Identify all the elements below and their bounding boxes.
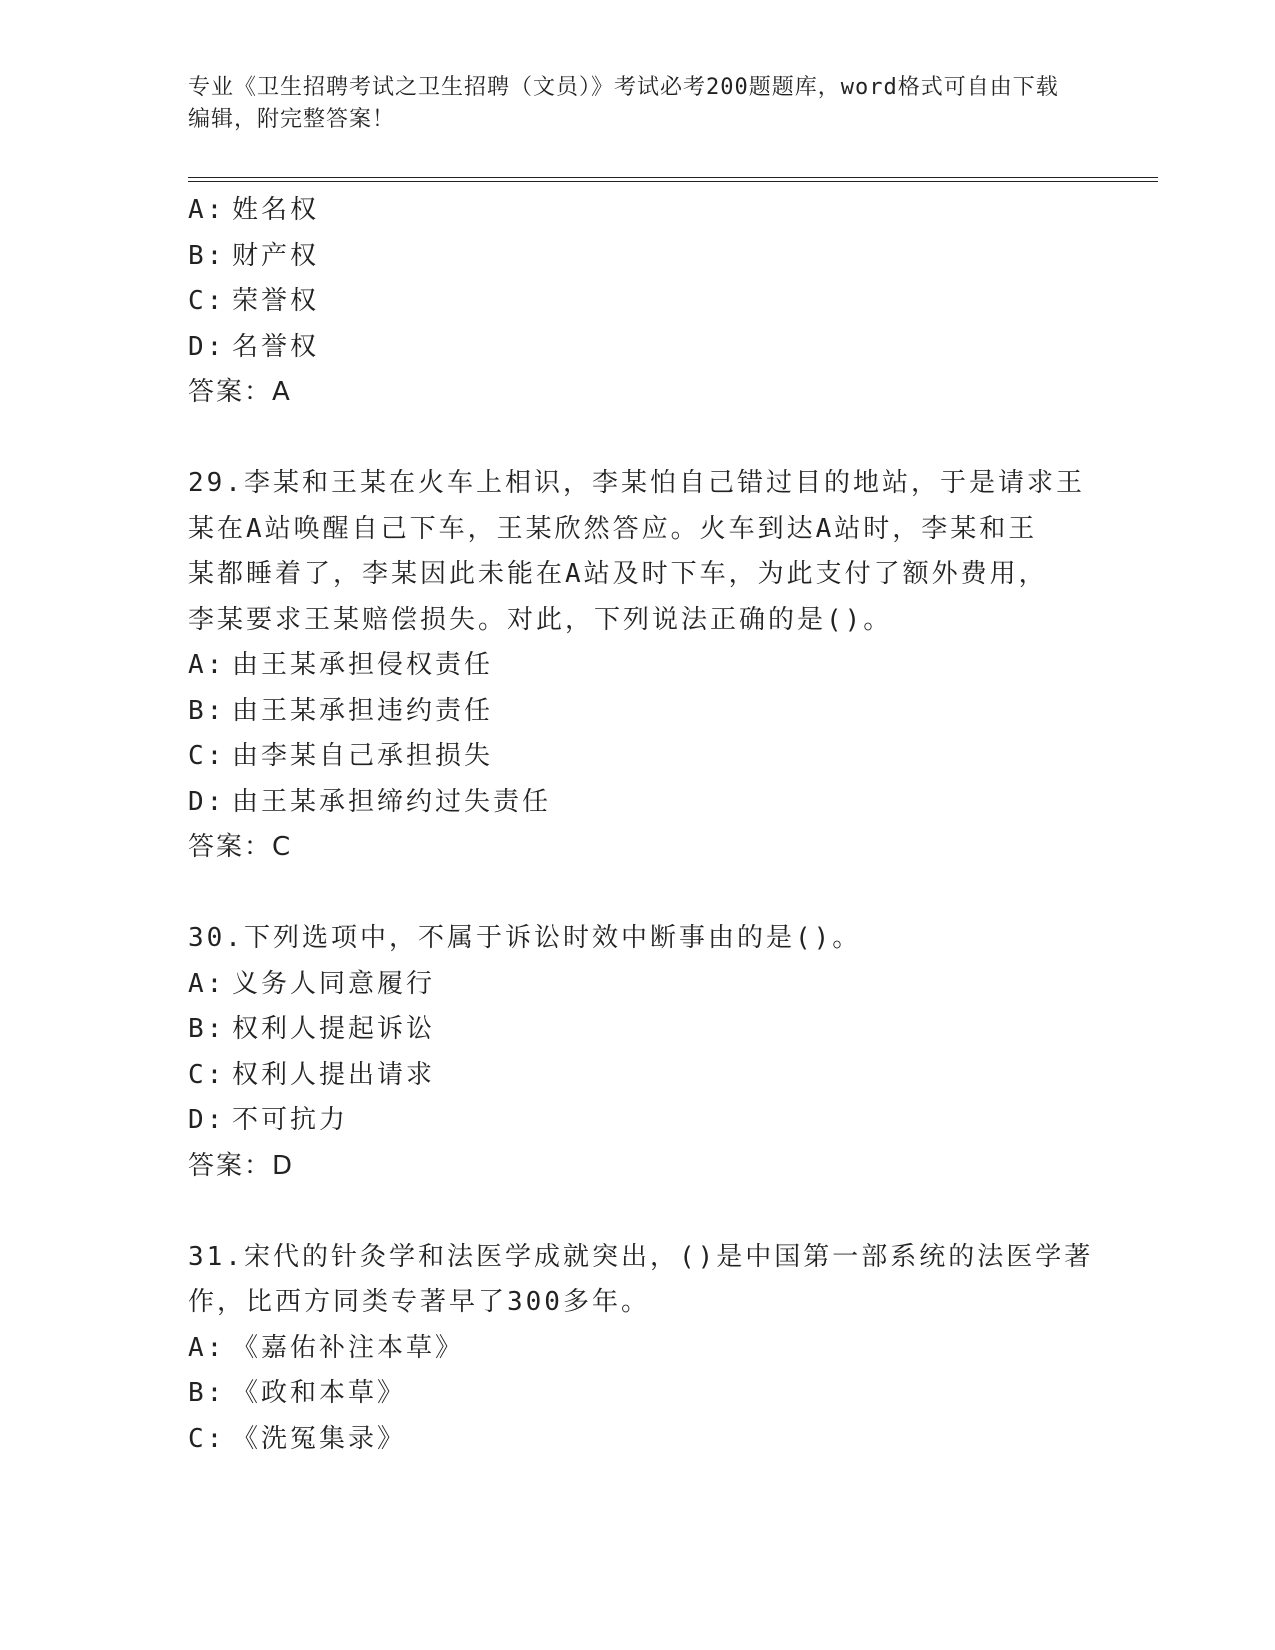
option-label: D: [188, 1105, 226, 1135]
spacer [188, 871, 1088, 917]
page-header: 专业《卫生招聘考试之卫生招聘（文员）》考试必考200题题库，word格式可自由下载编辑，附完整答案！ [188, 75, 1059, 132]
question-stem-line: 李某要求王某赔偿损失。对此，下列说法正确的是()。 [188, 604, 893, 635]
option-label: C: [188, 741, 226, 771]
option-a [188, 188, 1088, 234]
option-text: 由王某承担违约责任 [232, 695, 494, 726]
option-label: D: [188, 786, 226, 817]
option-text: 由李某自己承担损失 [232, 741, 494, 771]
option-b [188, 1007, 1088, 1053]
option-label: B: [188, 695, 226, 726]
answer-line: 答案：D [188, 1150, 295, 1181]
option-d [188, 780, 1088, 826]
option-c [188, 1417, 1088, 1463]
option-a [188, 1326, 1088, 1372]
option-text: 义务人同意履行 [232, 968, 436, 999]
spacer [188, 1189, 1088, 1235]
answer-line: 答案：A [188, 377, 292, 407]
option-text: 财产权 [232, 240, 320, 271]
option-label: A: [188, 195, 226, 225]
option-label: C: [188, 286, 226, 316]
question-stem-line: 某都睡着了，李某因此未能在A站及时下车，为此支付了额外费用， [188, 559, 1048, 589]
option-text: 荣誉权 [232, 286, 320, 316]
question-stem-line: 某在A站唤醒自己下车，王某欣然答应。火车到达A站时，李某和王 [188, 513, 1038, 544]
option-text: 由王某承担缔约过失责任 [232, 786, 552, 817]
option-label: B: [188, 1014, 226, 1044]
header-divider [188, 177, 1158, 182]
option-label: C: [188, 1423, 226, 1454]
option-text: 名誉权 [232, 331, 320, 362]
question-stem-line: 29.李某和王某在火车上相识，李某怕自己错过目的地站，于是请求王 [188, 468, 1085, 498]
option-text: 不可抗力 [232, 1105, 349, 1135]
option-label: B: [188, 240, 226, 271]
option-b [188, 234, 1088, 280]
question-content [188, 188, 1094, 1462]
question-30 [188, 916, 1088, 1189]
option-a [188, 643, 1088, 689]
option-text: 由王某承担侵权责任 [232, 650, 494, 680]
option-text: 姓名权 [232, 195, 320, 225]
question-stem-line: 作，比西方同类专著早了300多年。 [188, 1287, 650, 1317]
question-31 [188, 1235, 1094, 1463]
option-label: A: [188, 968, 226, 999]
option-text: 《政和本草》 [232, 1378, 407, 1408]
option-c [188, 1053, 1088, 1099]
option-d [188, 1098, 1088, 1144]
option-text: 权利人提出请求 [232, 1059, 436, 1090]
option-label: A: [188, 1332, 226, 1363]
option-text: 《洗冤集录》 [232, 1423, 407, 1454]
option-label: B: [188, 1378, 226, 1408]
answer-line: 答案：C [188, 832, 293, 862]
spacer [188, 416, 1088, 462]
option-c [188, 734, 1088, 780]
option-d [188, 325, 1088, 371]
question-29 [188, 461, 1088, 871]
prev-question [188, 188, 1088, 416]
question-stem-line: 31.宋代的针灸学和法医学成就突出，()是中国第一部系统的法医学著 [188, 1241, 1094, 1272]
option-b [188, 689, 1088, 735]
question-stem-line: 30.下列选项中，不属于诉讼时效中断事由的是()。 [188, 923, 862, 953]
option-label: C: [188, 1059, 226, 1090]
option-text: 权利人提起诉讼 [232, 1014, 436, 1044]
option-b [188, 1371, 1088, 1417]
option-label: D: [188, 331, 226, 362]
option-a [188, 962, 1088, 1008]
option-label: A: [188, 650, 226, 680]
option-c [188, 279, 1088, 325]
option-text: 《嘉佑补注本草》 [232, 1332, 465, 1363]
